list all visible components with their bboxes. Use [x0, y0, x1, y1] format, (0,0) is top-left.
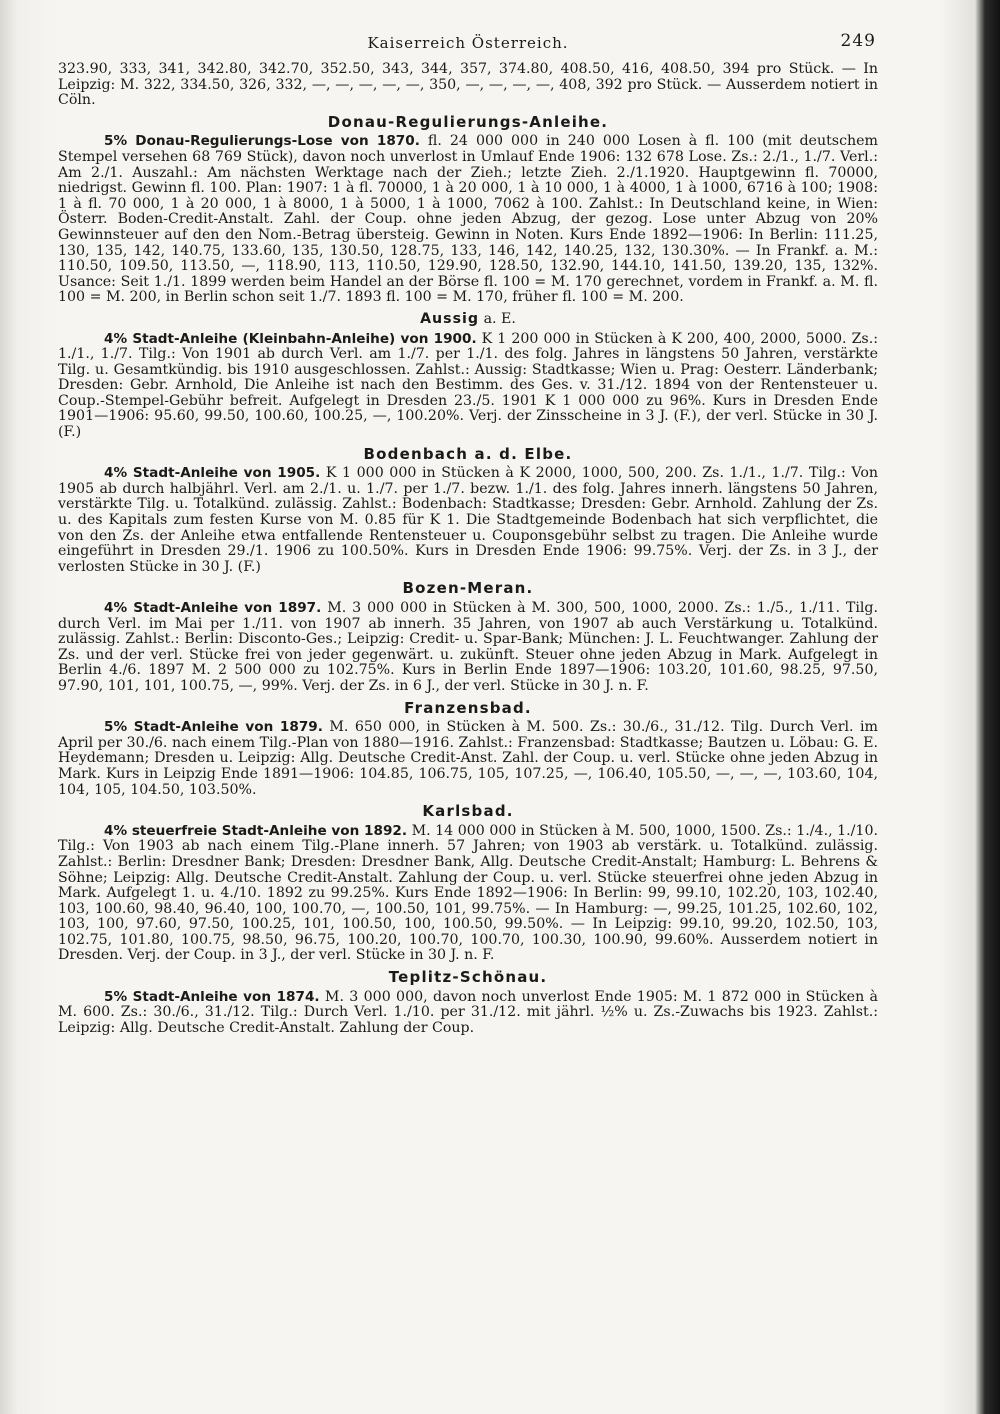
town-name: Aussig [420, 310, 480, 327]
entry-lead: 4% Stadt-Anleihe von 1897. [104, 600, 322, 616]
section-heading-teplitz: Teplitz-Schönau. [388, 968, 548, 987]
entry-karlsbad [58, 824, 878, 964]
entry-body: K 1 200 000 in Stücken à K 200, 400, 2000, 5000. Zs.: 1./1., 1./7. Tilg.: Von 1901 ab durch Verl. am 1./7. per 1./1. des folg. Jahres in längstens 50 Jahren, verstärkte Tilg. u. Gesamtkündig. bis 1910 ausgeschlossen. Zahlst.: Aussig: Stadtkasse; Wien u. Prag: Oesterr. Länderbank; Dresden: Gebr. Arnhold, Die Anleihe ist nach den Bestimm. des Ges. v. 31./12. 1894 von der Rentensteuer u. Coup.-Stempel-Gebühr befreit. Aufgelegt in Dresden 23./5. 1901 K 1 000 000 zu 96%. Kurs in Dresden Ende 1901—1906: 95.60, 99.50, 100.60, 100.25, —, 100.20%. Verj. der Zinsscheine in 3 J. (F.), der verl. Stücke in 30 J. (F.) [58, 330, 878, 441]
section-heading-bodenbach: Bodenbach a. d. Elbe. [363, 444, 573, 463]
section-heading-franzensbad: Franzensbad. [404, 698, 532, 717]
town-suffix: a. E. [479, 310, 516, 327]
entry-lead: 4% steuerfreie Stadt-Anleihe von 1892. [104, 822, 408, 839]
page-number: 249 [840, 31, 876, 51]
section-heading-aussig [58, 312, 878, 328]
entry-lead: 5% Stadt-Anleihe von 1879. [104, 719, 323, 736]
entry-lead: 5% Stadt-Anleihe von 1874. [104, 988, 320, 1005]
entry-aussig [58, 332, 878, 441]
entry-teplitz [58, 990, 878, 1037]
entry-body: M. 3 000 000, davon noch unverlost Ende 1905: M. 1 872 000 in Stücken à M. 600. Zs.: 30./6., 31./12. Tilg.: Durch Verl. 1./10. per 31./12. mit jährl. ½% u. Zs.-Zuwachs bis 1923. Zahlst.: Leipzig: Allg. Deutsche Credit-Anstalt. Zahlung der Coup. [58, 988, 879, 1036]
entry-body: M. 14 000 000 in Stücken à M. 500, 1000, 1500. Zs.: 1./4., 1./10. Tilg.: Von 1903 ab nach einem Tilg.-Plane innerh. 57 Jahren; von 1903 ab verstärk. u. Totalkünd. zulässig. Zahlst.: Berlin: Dresdner Bank; Dresden: Dresdner Bank, Allg. Deutsche Credit-Anstalt; Hamburg: L. Behrens & Söhne; Leipzig: Allg. Deutsche Credit-Anstalt. Zahlung der Coup. u. verl. Stücke steuerfrei ohne jeden Abzug in Mark. Aufgelegt 1. u. 4./10. 1892 zu 99.25%. Kurs Ende 1892—1906: In Berlin: 99, 99.10, 102.20, 103, 102.40, 103, 100.60, 98.40, 96.40, 100, 100.70, —, 100.50, 101, 99.75%. — In Hamburg: —, 99.25, 101.25, 102.60, 102, 103, 100, 97.60, 97.50, 100.25, 101, 100.50, 100, 100.50, 99.50%. — In Leipzig: 99.10, 99.20, 102.50, 103, 102.75, 101.80, 100.75, 98.50, 96.75, 100.20, 100.70, 100.70, 100.30, 100.90, 99.60%. Ausserdem notiert in Dresden. Verj. der Coup. in 3 J., der verl. Stücke in 30 J. n. F. [58, 822, 878, 964]
entry-body: M. 650 000, in Stücken à M. 500. Zs.: 30./6., 31./12. Tilg. Durch Verl. im April per 30./6. nach einem Tilg.-Plan von 1880—1916. Zahlst.: Franzensbad: Stadtkasse; Bautzen u. Löbau: G. E. Heydemann; Dresden u. Leipzig: Allg. Deutsche Credit-Anst. Zahl. der Coup. u. verl. Stücke ohne jeden Abzug in Mark. Kurs in Leipzig Ende 1891—1906: 104.85, 106.75, 105, 107.25, —, 106.40, 105.50, —, —, —, 103.60, 104, 104, 105, 104.50, 103.50%. [58, 719, 879, 798]
section-heading-donau: Donau-Regulierungs-Anleihe. [327, 112, 609, 131]
running-head [58, 30, 878, 56]
section-heading-bozen: Bozen-Meran. [402, 579, 534, 598]
running-title: Kaiserreich Österreich. [367, 34, 569, 52]
section-heading-karlsbad: Karlsbad. [422, 802, 514, 821]
entry-body: K 1 000 000 in Stücken à K 2000, 1000, 500, 200. Zs. 1./1., 1./7. Tilg.: Von 1905 ab durch halbjährl. Verl. am 2./1. u. 1./7. per 1./7. bezw. 1./1. des folg. Jahres innerh. längstens 50 Jahren, verstärkte Tilg. u. Totalkünd. zulässig. Zahlst.: Bodenbach: Stadtkasse; Dresden: Gebr. Arnhold. Zahlung der Zs. u. des Kapitals zum festen Kurse von M. 0.85 für K 1. Die Stadtgemeinde Bodenbach hat sich verpflichtet, die von den Zs. der Anleihe etwa entfallende Rentensteuer u. Couponsgebühr selbst zu tragen. Die Anleihe wurde eingeführt in Dresden 29./1. 1906 zu 100.50%. Kurs in Dresden Ende 1906: 99.75%. Verj. der Zs. in 3 J., der verlosten Stücke in 30 J. (F.) [58, 465, 878, 575]
page-content [58, 30, 878, 1038]
entry-franzensbad [58, 720, 878, 798]
entry-bozen [58, 601, 878, 695]
entry-body: fl. 24 000 000 in 240 000 Losen à fl. 100 (mit deutschem Stempel versehen 68 769 Stück), davon noch unverlost in Umlauf Ende 1906: 132 678 Lose. Zs.: 2./1., 1./7. Verl.: Am 2./1. Auszahl.: Am nächsten Werktage nach der Zieh.; letzte Zieh. 2./1.1920. Hauptgewinn fl. 70000, niedrigst. Gewinn fl. 100. Plan: 1907: 1 à fl. 70000, 1 à 20 000, 1 à 10 000, 1 à 4000, 1 à 1000, 6716 à 100; 1908: 1 à fl. 70 000, 1 à 20 000, 1 à 8000, 1 à 5000, 1 à 1000, 7062 à 100. Zahlst.: In Deutschland keine, in Wien: Österr. Boden-Credit-Anstalt. Zahl. der Coup. ohne jeden Abzug, der gezog. Lose unter Abzug von 20% Gewinnsteuer auf den den Nom.-Betrag übersteig. Gewinn in Noten. Kurs Ende 1892—1906: In Berlin: 111.25, 130, 135, 142, 140.75, 133.60, 135, 130.50, 128.75, 133, 146, 142, 140.25, 132, 130.30%. — In Frankf. a. M.: 110.50, 109.50, 113.50, —, 118.90, 113, 110.50, 129.90, 128.50, 132.90, 144.10, 141.50, 139.20, 135, 132%. Usance: Seit 1./1. 1899 werden beim Handel an der Börse fl. 100 = M. 170 gerechnet, vordem in Frankf. a. M. fl. 100 = M. 200, in Berlin schon seit 1./7. 1893 fl. 100 = M. 170, früher fl. 100 = M. 200. [58, 133, 878, 306]
entry-lead: 4% Stadt-Anleihe (Kleinbahn-Anleihe) von 1900. [104, 330, 477, 347]
entry-bodenbach [58, 466, 878, 575]
entry-donau [58, 134, 878, 306]
entry-body: M. 3 000 000 in Stücken à M. 300, 500, 1000, 2000. Zs.: 1./5., 1./11. Tilg. durch Verl. im Mai per 1./11. von 1907 ab innerh. 35 Jahren, von 1907 ab auch Verstärkung u. Totalkünd. zulässig. Zahlst.: Berlin: Disconto-Ges.; Leipzig: Credit- u. Spar-Bank; München: J. L. Feuchtwanger. Zahlung der Zs. und der verl. Stücke frei von jeder gegenwärt. u. zukünft. Steuer ohne jeden Abzug in Mark. Aufgelegt in Berlin 4./6. 1897 M. 2 500 000 zu 102.75%. Kurs in Berlin Ende 1897—1906: 103.20, 101.60, 98.25, 97.50, 97.90, 101, 101, 100.75, —, 99%. Verj. der Zs. in 6 J., der verl. Stücke in 30 J. n. F. [58, 600, 878, 694]
entry-lead: 5% Donau-Regulierungs-Lose von 1870. [104, 133, 420, 150]
intro-paragraph: 323.90, 333, 341, 342.80, 342.70, 352.50, 343, 344, 357, 374.80, 408.50, 416, 408.50, 394 pro Stück. — In Leipzig: M. 322, 334.50, 326, 332, —, —, —, —, —, 350, —, —, —, —, 408, 392 pro Stück. — Ausserdem notiert in Cöln. [58, 61, 878, 109]
entry-lead: 4% Stadt-Anleihe von 1905. [104, 465, 321, 482]
